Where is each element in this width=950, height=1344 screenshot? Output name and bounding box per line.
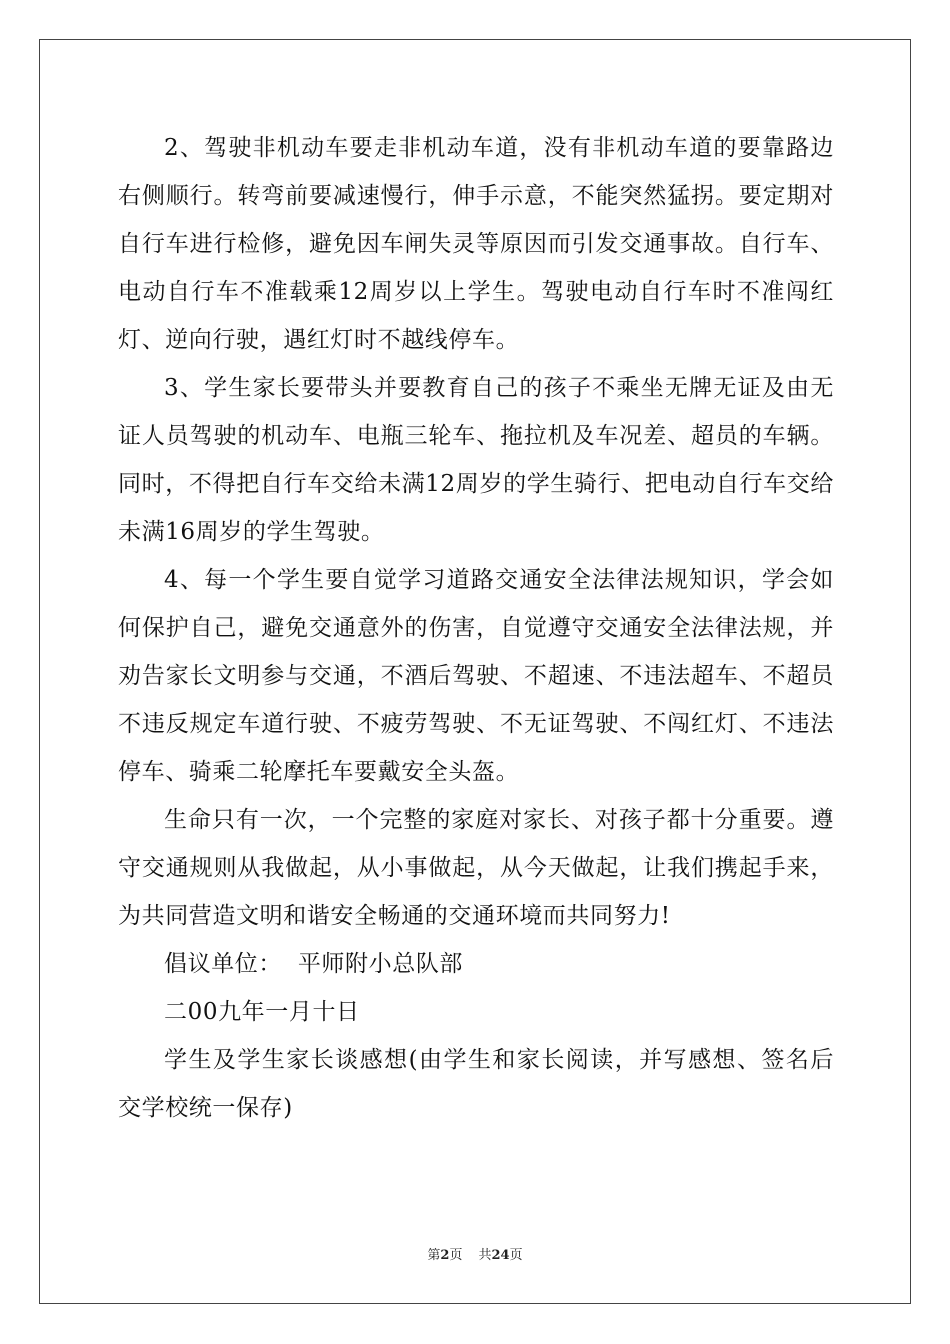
page-prefix: 第 <box>427 1248 441 1263</box>
document-body <box>118 124 834 1132</box>
page-total: 24 <box>491 1248 510 1263</box>
total-suffix: 页 <box>509 1248 523 1263</box>
initiator-line: 倡议单位： 平师附小总队部 <box>164 951 464 977</box>
paragraph-item-3: 3、学生家长要带头并要教育自己的孩子不乘坐无牌无证及由无证人员驾驶的机动车、电瓶三轮车、拖拉机及车况差、超员的车辆。同时，不得把自行车交给未满12周岁的学生骑行、把电动自行车交给未满16周岁的学生驾驶。 <box>118 375 834 545</box>
paragraph-item-4: 4、每一个学生要自觉学习道路交通安全法律法规知识，学会如何保护自己，避免交通意外的伤害，自觉遵守交通安全法律法规，并劝告家长文明参与交通，不酒后驾驶、不超速、不违法超车、不超员不违反规定车道行驶、不疲劳驾驶、不无证驾驶、不闯红灯、不违法停车、骑乘二轮摩托车要戴安全头盔。 <box>118 567 834 785</box>
page-mid: 页 <box>449 1248 463 1263</box>
total-prefix: 共 <box>478 1248 492 1263</box>
date-line: 二00九年一月十日 <box>164 999 360 1025</box>
closing-paragraph: 生命只有一次，一个完整的家庭对家长、对孩子都十分重要。遵守交通规则从我做起，从小事做起，从今天做起，让我们携起手来，为共同营造文明和谐安全畅通的交通环境而共同努力! <box>118 807 834 929</box>
page-current: 2 <box>440 1248 450 1263</box>
page-footer <box>0 1246 950 1266</box>
feedback-heading: 学生及学生家长谈感想(由学生和家长阅读，并写感想、签名后交学校统一保存) <box>118 1047 834 1121</box>
paragraph-item-2: 2、驾驶非机动车要走非机动车道，没有非机动车道的要靠路边右侧顺行。转弯前要减速慢行，伸手示意，不能突然猛拐。要定期对自行车进行检修，避免因车闸失灵等原因而引发交通事故。自行车、电动自行车不准载乘12周岁以上学生。驾驶电动自行车时不准闯红灯、逆向行驶，遇红灯时不越线停车。 <box>118 135 834 353</box>
